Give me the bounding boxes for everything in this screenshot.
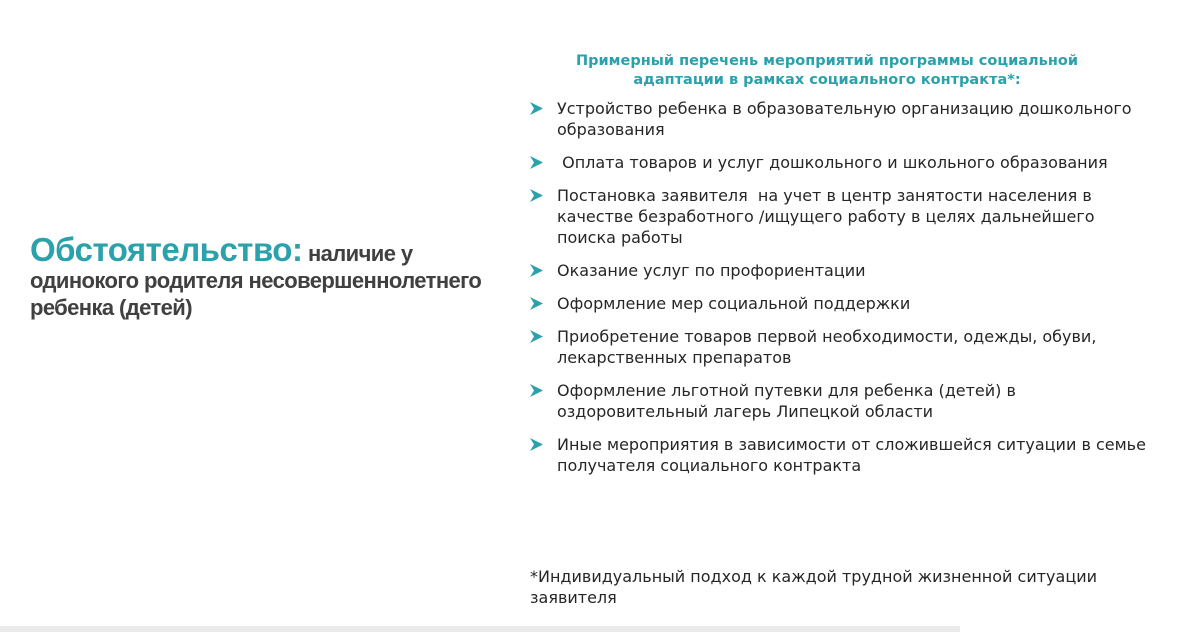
- list-item: [530, 380, 1150, 422]
- bottom-divider: [0, 626, 960, 632]
- arrow-bullet-icon: [530, 264, 543, 277]
- measures-title: [532, 52, 1122, 90]
- list-item-text: Иные мероприятия в зависимости от сложившейся ситуации в семье получателя социального контракта: [557, 435, 1146, 475]
- circumstance-text: наличие у одинокого родителя несовершеннолетнего ребенка (детей): [30, 241, 482, 320]
- measures-title-line-2: адаптации в рамках социального контракта*:: [633, 72, 1021, 88]
- arrow-bullet-icon: [530, 330, 543, 343]
- list-item: [530, 98, 1150, 140]
- arrow-bullet-icon: [530, 297, 543, 310]
- measures-list: [530, 98, 1150, 476]
- footnote: *Индивидуальный подход к каждой трудной жизненной ситуации заявителя: [530, 567, 1098, 607]
- list-item: [530, 260, 1150, 281]
- measures-title-line-1: Примерный перечень мероприятий программы социальной: [576, 53, 1078, 69]
- list-item-text: Оплата товаров и услуг дошкольного и школьного образования: [557, 153, 1108, 172]
- list-item-text: Оформление льготной путевки для ребенка (детей) в оздоровительный лагерь Липецкой области: [557, 381, 1016, 421]
- arrow-bullet-icon: [530, 102, 543, 115]
- measures-section: [530, 52, 1150, 488]
- list-item: [530, 185, 1150, 248]
- arrow-bullet-icon: [530, 156, 543, 169]
- list-item: [530, 293, 1150, 314]
- circumstance-lead: Обстоятельство:: [30, 231, 303, 268]
- arrow-bullet-icon: [530, 384, 543, 397]
- list-item-text: Устройство ребенка в образовательную организацию дошкольного образования: [557, 99, 1132, 139]
- list-item: [530, 434, 1150, 476]
- arrow-bullet-icon: [530, 189, 543, 202]
- list-item: [530, 326, 1150, 368]
- list-item-text: Оформление мер социальной поддержки: [557, 294, 911, 313]
- list-item-text: Оказание услуг по профориентации: [557, 261, 866, 280]
- arrow-bullet-icon: [530, 438, 543, 451]
- list-item: [530, 152, 1150, 173]
- circumstance-heading: [30, 231, 510, 321]
- list-item-text: Приобретение товаров первой необходимости, одежды, обуви, лекарственных препаратов: [557, 327, 1097, 367]
- list-item-text: Постановка заявителя на учет в центр занятости населения в качестве безработного /ищущего работу в целях дальнейшего поиска работы: [557, 186, 1100, 247]
